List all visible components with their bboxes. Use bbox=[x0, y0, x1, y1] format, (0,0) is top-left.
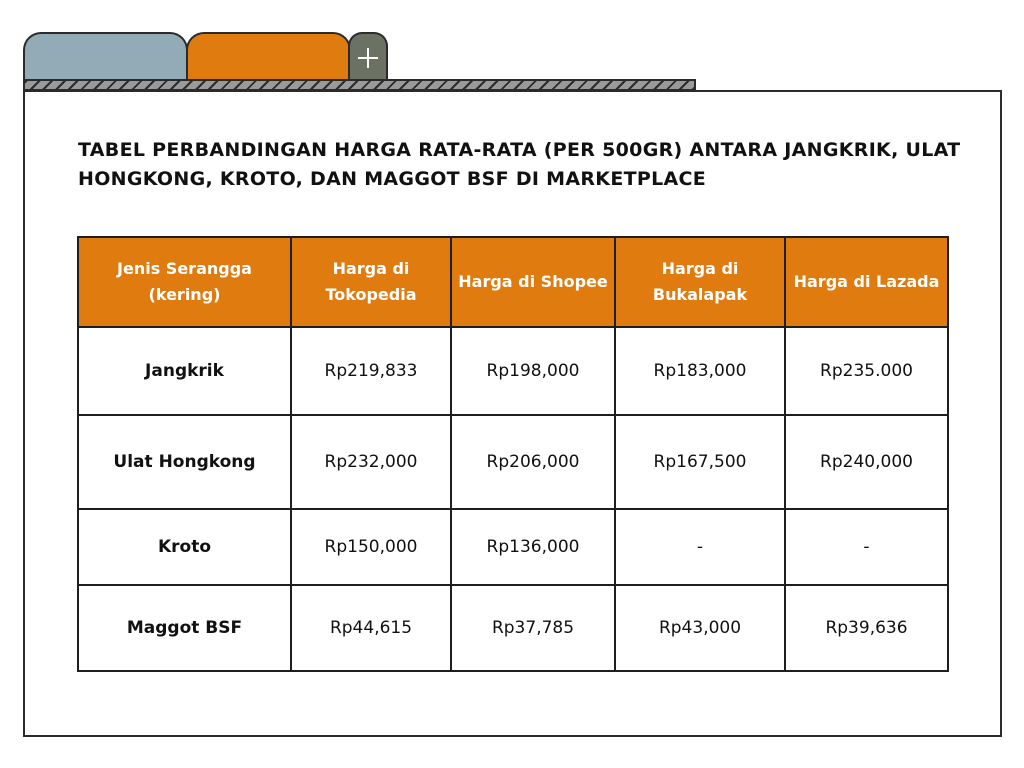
table-cell-price: Rp235.000 bbox=[785, 327, 948, 415]
add-tab-button[interactable] bbox=[348, 32, 388, 82]
table-cell-price: Rp167,500 bbox=[615, 415, 785, 509]
table-cell-insect: Kroto bbox=[78, 509, 291, 585]
table-cell-price: Rp183,000 bbox=[615, 327, 785, 415]
table-cell-price: Rp37,785 bbox=[451, 585, 615, 671]
page-title: TABEL PERBANDINGAN HARGA RATA-RATA (PER 500GR) ANTARA JANGKRIK, ULAT HONGKONG, KROTO, DAN MAGGOT BSF DI MARKETPLACE bbox=[78, 139, 961, 190]
table-row bbox=[78, 327, 948, 415]
table-cell-insect: Maggot BSF bbox=[78, 585, 291, 671]
table-cell-price: Rp219,833 bbox=[291, 327, 451, 415]
table-cell-price: Rp198,000 bbox=[451, 327, 615, 415]
column-header-tokopedia: Harga di Tokopedia bbox=[291, 237, 451, 327]
table-cell-price: - bbox=[615, 509, 785, 585]
column-header-insect-type: Jenis Serangga (kering) bbox=[78, 237, 291, 327]
table-cell-price: Rp44,615 bbox=[291, 585, 451, 671]
folder-tab-blue[interactable] bbox=[23, 32, 188, 82]
column-header-bukalapak: Harga di Bukalapak bbox=[615, 237, 785, 327]
table-cell-price: Rp232,000 bbox=[291, 415, 451, 509]
folder-tab-orange[interactable] bbox=[186, 32, 351, 82]
table-cell-price: Rp150,000 bbox=[291, 509, 451, 585]
table-cell-price: - bbox=[785, 509, 948, 585]
table-row bbox=[78, 415, 948, 509]
table-cell-price: Rp43,000 bbox=[615, 585, 785, 671]
table-row bbox=[78, 585, 948, 671]
table-cell-price: Rp39,636 bbox=[785, 585, 948, 671]
column-header-lazada: Harga di Lazada bbox=[785, 237, 948, 327]
table-cell-insect: Ulat Hongkong bbox=[78, 415, 291, 509]
table-cell-insect: Jangkrik bbox=[78, 327, 291, 415]
plus-icon bbox=[356, 46, 380, 70]
table-header-row bbox=[78, 237, 948, 327]
table-cell-price: Rp206,000 bbox=[451, 415, 615, 509]
table-row bbox=[78, 509, 948, 585]
price-comparison-table bbox=[77, 236, 949, 672]
table-cell-price: Rp240,000 bbox=[785, 415, 948, 509]
column-header-shopee: Harga di Shopee bbox=[451, 237, 615, 327]
table-cell-price: Rp136,000 bbox=[451, 509, 615, 585]
